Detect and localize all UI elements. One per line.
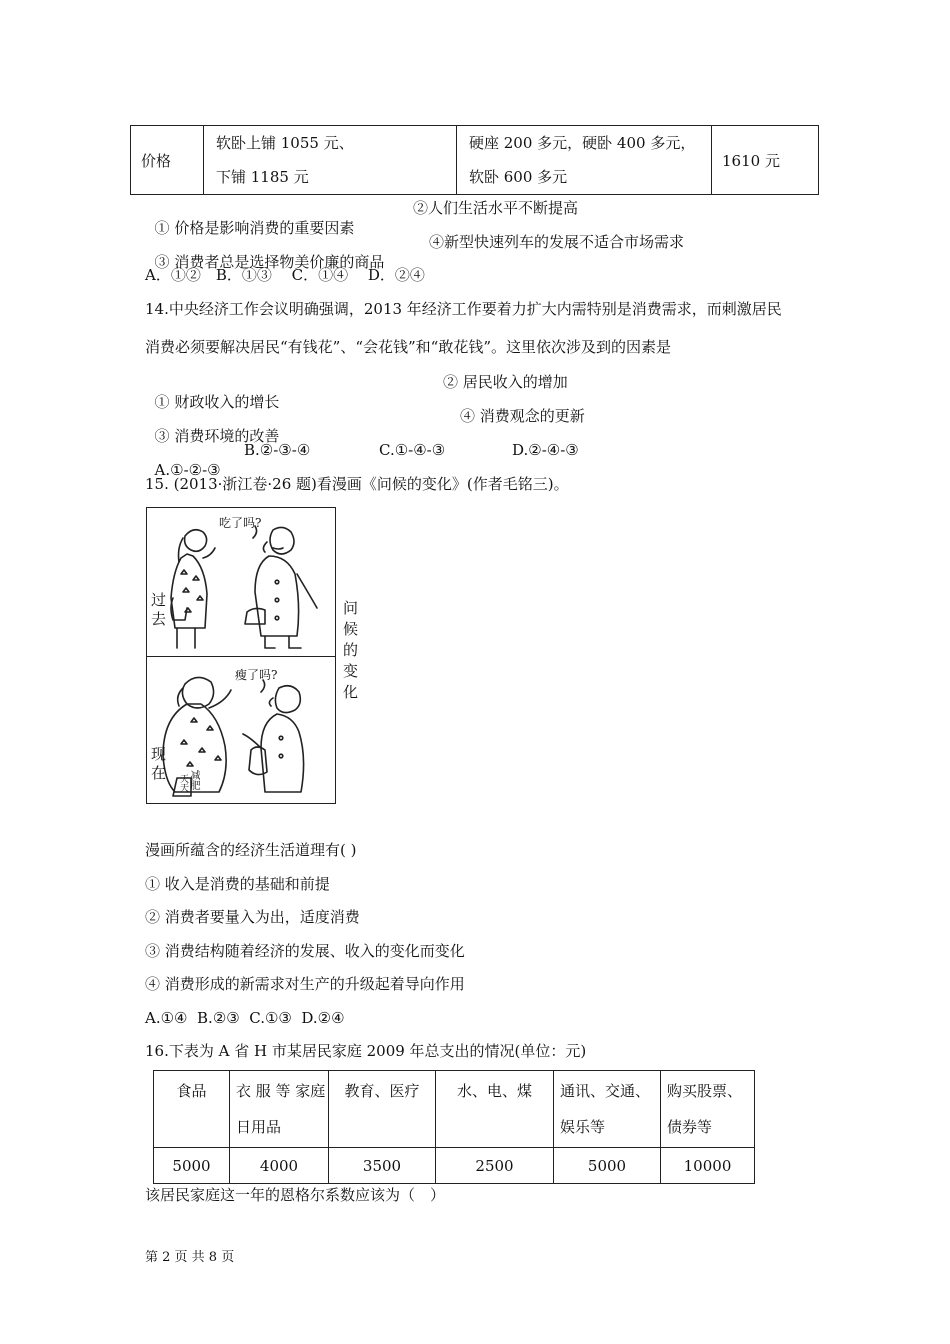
price-cell-4	[712, 126, 819, 195]
expense-header-food	[154, 1071, 230, 1148]
q13-choices: A．①② B．①③ C．①④ D．②④	[145, 266, 425, 284]
q15-option-2: ② 消费者要量入为出，适度消费	[145, 908, 360, 926]
q14-choice-c: C.①-④-③	[379, 441, 446, 459]
bag-label: 减肥	[188, 770, 199, 790]
expense-table	[153, 1070, 755, 1184]
q14-option-3: ③ 消费环境的改善	[154, 427, 280, 445]
page-footer: 第 2 页 共 8 页	[145, 1250, 235, 1265]
label-now: 现在	[149, 746, 167, 784]
header-text: 通讯、交通、娱乐等	[560, 1082, 651, 1136]
header-text: 食品	[176, 1082, 207, 1100]
q14-option-1: ① 财政收入的增长	[154, 393, 280, 411]
label-past: 过去	[149, 592, 167, 630]
q16-title: 16.下表为 A 省 H 市某居民家庭 2009 年总支出的情况(单位：元)	[145, 1042, 587, 1060]
price-cell-3-line1: 硬座 200 多元，硬卧 400 多元，	[469, 134, 696, 152]
q14-text-line1: 14.中央经济工作会议明确强调，2013 年经济工作要着力扩大内需特别是消费需求，而刺激居民	[145, 300, 782, 318]
q15-option-4: ④ 消费形成的新需求对生产的升级起着导向作用	[145, 975, 465, 993]
bag-label-2: 天天	[178, 774, 188, 792]
q13-option-4: ④新型快速列车的发展不适合市场需求	[429, 233, 685, 251]
q16-question: 该居民家庭这一年的恩格尔系数应该为（ ）	[145, 1186, 446, 1204]
expense-value: 5000	[554, 1148, 661, 1184]
price-cell-2	[204, 126, 457, 195]
header-text: 教育、医疗	[344, 1082, 420, 1100]
q14-choice-b: B.②-③-④	[244, 441, 311, 459]
price-cell-2-line2: 下铺 1185 元	[216, 168, 309, 186]
cartoon-side-title: 问候的变化	[341, 600, 359, 705]
expense-header-stocks	[661, 1071, 755, 1148]
greeting-cartoon	[146, 507, 336, 804]
expense-header-utilities	[436, 1071, 554, 1148]
header-text: 水、电、煤	[456, 1082, 532, 1100]
expense-value: 3500	[329, 1148, 436, 1184]
header-text: 购买股票、债券等	[667, 1082, 743, 1136]
q13-option-2: ②人们生活水平不断提高	[413, 199, 579, 217]
speech-bubble-top: 吃了吗?	[219, 516, 262, 530]
price-table	[130, 125, 819, 195]
cartoon-divider	[147, 656, 335, 657]
q14-choice-a: A.①-②-③	[154, 461, 221, 479]
q13-option-3: ③ 消费者总是选择物美价廉的商品	[154, 253, 385, 271]
expense-value: 5000	[154, 1148, 230, 1184]
expense-header-clothing	[230, 1071, 329, 1148]
q14-choice-d: D.②-④-③	[512, 441, 579, 459]
header-text: 衣 服 等 家庭日用品	[236, 1082, 326, 1136]
q14-text-line2: 消费必须要解决居民“有钱花”、“会花钱”和“敢花钱”。这里依次涉及到的因素是	[145, 338, 672, 356]
expense-value: 10000	[661, 1148, 755, 1184]
price-label: 价格	[141, 151, 172, 170]
price-cell-3	[457, 126, 712, 195]
q15-choices: A.①④ B.②③ C.①③ D.②④	[145, 1009, 345, 1027]
price-cell-3-line2: 软卧 600 多元	[469, 168, 568, 186]
expense-header-education	[329, 1071, 436, 1148]
expense-header-communication	[554, 1071, 661, 1148]
q15-question: 漫画所蕴含的经济生活道理有( )	[145, 841, 357, 859]
q14-option-2: ② 居民收入的增加	[443, 373, 568, 391]
q15-option-3: ③ 消费结构随着经济的发展、收入的变化而变化	[145, 942, 465, 960]
expense-value: 4000	[230, 1148, 329, 1184]
price-cell-4-text: 1610 元	[722, 151, 780, 170]
expense-value: 2500	[436, 1148, 554, 1184]
q15-title: 15. (2013·浙江卷·26 题)看漫画《问候的变化》(作者毛铭三)。	[145, 475, 569, 493]
price-cell-2-line1: 软卧上铺 1055 元、	[216, 134, 354, 152]
speech-bubble-bottom: 瘦了吗?	[235, 668, 278, 682]
q15-option-1: ① 收入是消费的基础和前提	[145, 875, 330, 893]
price-label-cell	[131, 126, 204, 195]
q13-option-1: ① 价格是影响消费的重要因素	[154, 219, 355, 237]
q14-option-4: ④ 消费观念的更新	[460, 407, 585, 425]
